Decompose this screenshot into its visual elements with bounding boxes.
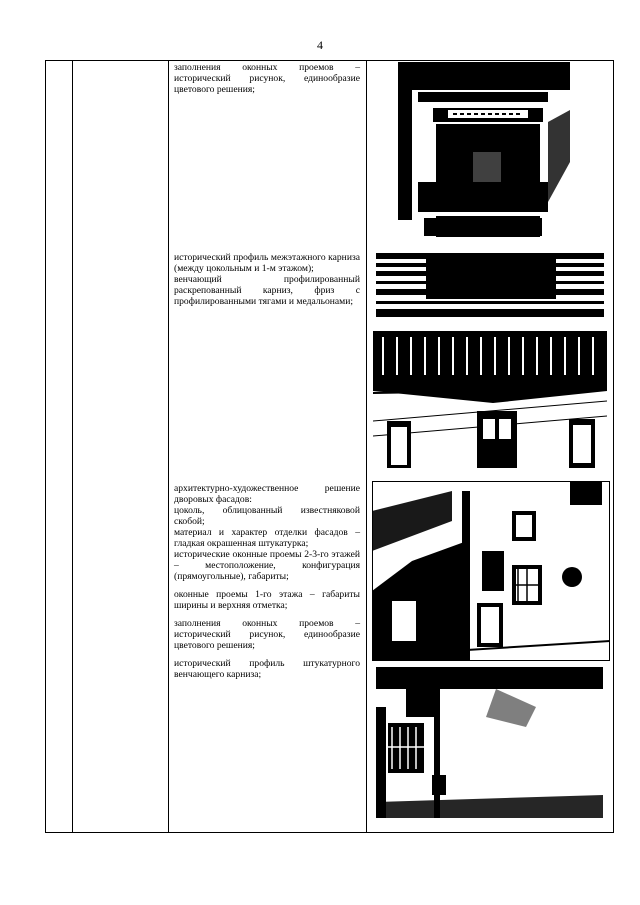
paragraph: исторические оконные проемы 2-3-го этажей – местоположение, конфигурация (прямоугольные), габариты; <box>174 549 360 582</box>
column-divider-3 <box>366 60 367 833</box>
text-block-window-fill <box>174 62 360 95</box>
paragraph: исторический профиль межэтажного карниза (между цокольным и 1-м этажом); <box>174 252 360 274</box>
paragraph: цоколь, облицованный известняковой скобой; <box>174 505 360 527</box>
column-divider-1 <box>72 60 73 833</box>
paragraph: архитектурно-художественное решение дворовых фасадов: <box>174 483 360 505</box>
column-divider-2 <box>168 60 169 833</box>
cornice-photo <box>376 249 604 317</box>
paragraph: венчающий профилированный раскрепованный карниз, фриз с профилированными тягами и медальонами; <box>174 274 360 307</box>
paragraph: оконные проемы 1-го этажа – габариты ширины и верхняя отметка; <box>174 589 360 611</box>
paragraph: заполнения оконных проемов – исторический рисунок, единообразие цветового решения; <box>174 62 360 95</box>
courtyard-facade-photo <box>372 481 610 661</box>
text-block-cornice <box>174 252 360 307</box>
courtyard-ground-floor-photo <box>376 667 603 818</box>
paragraph: заполнения оконных проемов – исторический рисунок, единообразие цветового решения; <box>174 618 360 651</box>
eaves-frieze-photo <box>373 331 607 468</box>
paragraph: материал и характер отделки фасадов – гладкая окрашенная штукатурка; <box>174 527 360 549</box>
text-block-courtyard <box>174 483 360 680</box>
paragraph: исторический профиль штукатурного венчающего карниза; <box>174 658 360 680</box>
page-number: 4 <box>317 38 323 52</box>
window-balcony-photo <box>398 62 570 237</box>
